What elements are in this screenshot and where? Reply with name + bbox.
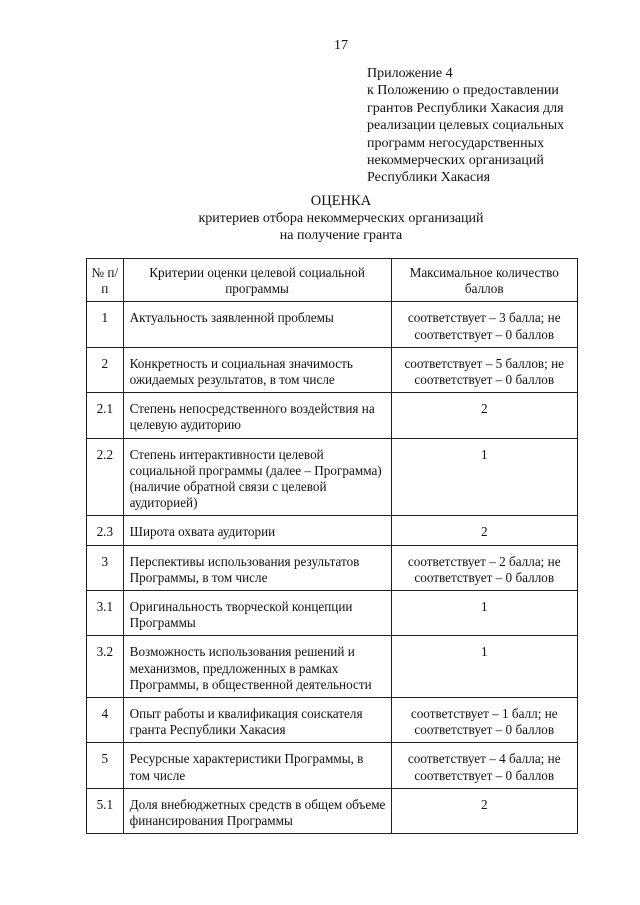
table-row bbox=[87, 302, 578, 347]
row-number: 3.2 bbox=[87, 636, 124, 698]
criteria-table bbox=[86, 258, 578, 834]
appendix-line: к Положению о предоставлении bbox=[367, 83, 559, 99]
table-row bbox=[87, 516, 578, 545]
row-number: 5.1 bbox=[87, 788, 124, 833]
row-max-score: 1 bbox=[391, 636, 578, 698]
appendix-line: Приложение 4 bbox=[367, 66, 453, 81]
row-max-score: соответствует – 4 балла; не соответствует – 0 баллов bbox=[391, 743, 578, 788]
heading-title: ОЦЕНКА bbox=[310, 193, 372, 209]
document-heading bbox=[0, 193, 640, 244]
heading-line: на получение гранта bbox=[279, 228, 403, 243]
row-number: 3.1 bbox=[87, 591, 124, 636]
row-max-score: соответствует – 5 баллов; не соответствует – 0 баллов bbox=[391, 347, 578, 392]
page-number: 17 bbox=[334, 38, 348, 53]
header-max-score: Максимальное количество баллов bbox=[391, 259, 578, 302]
header-criteria: Критерии оценки целевой социальной программы bbox=[123, 259, 391, 302]
row-number: 2.1 bbox=[87, 393, 124, 438]
row-max-score: 1 bbox=[391, 591, 578, 636]
row-criteria: Широта охвата аудитории bbox=[123, 516, 391, 545]
row-number: 2 bbox=[87, 347, 124, 392]
row-number: 2.2 bbox=[87, 438, 124, 516]
row-criteria: Актуальность заявленной проблемы bbox=[123, 302, 391, 347]
row-number: 1 bbox=[87, 302, 124, 347]
row-criteria: Ресурсные характеристики Программы, в том числе bbox=[123, 743, 391, 788]
appendix-line: реализации целевых социальных bbox=[367, 118, 565, 134]
appendix-line: Республики Хакасия bbox=[367, 170, 491, 186]
appendix-block bbox=[367, 65, 607, 187]
table-row bbox=[87, 636, 578, 698]
table-row bbox=[87, 347, 578, 392]
row-max-score: 2 bbox=[391, 788, 578, 833]
row-criteria: Доля внебюджетных средств в общем объеме финансирования Программы bbox=[123, 788, 391, 833]
row-criteria: Опыт работы и квалификация соискателя гранта Республики Хакасия bbox=[123, 698, 391, 743]
row-max-score: 2 bbox=[391, 393, 578, 438]
header-num: № п/п bbox=[87, 259, 124, 302]
appendix-line: программ негосударственных bbox=[367, 135, 545, 151]
appendix-line: некоммерческих организаций bbox=[367, 153, 544, 169]
row-number: 3 bbox=[87, 545, 124, 590]
table-row bbox=[87, 743, 578, 788]
row-number: 5 bbox=[87, 743, 124, 788]
table-row bbox=[87, 788, 578, 833]
table-row bbox=[87, 545, 578, 590]
table-header-row bbox=[87, 259, 578, 302]
row-number: 2.3 bbox=[87, 516, 124, 545]
row-criteria: Перспективы использования результатов Программы, в том числе bbox=[123, 545, 391, 590]
row-max-score: 2 bbox=[391, 516, 578, 545]
row-max-score: 1 bbox=[391, 438, 578, 516]
row-max-score: соответствует – 3 балла; не соответствует – 0 баллов bbox=[391, 302, 578, 347]
row-number: 4 bbox=[87, 698, 124, 743]
table-row bbox=[87, 591, 578, 636]
heading-line: критериев отбора некоммерческих организаций bbox=[198, 211, 484, 226]
row-criteria: Конкретность и социальная значимость ожидаемых результатов, в том числе bbox=[123, 347, 391, 392]
row-criteria: Степень интерактивности целевой социальной программы (далее – Программа) (наличие обратной связи с целевой аудиторией) bbox=[123, 438, 391, 516]
row-criteria: Возможность использования решений и механизмов, предложенных в рамках Программы, в общественной деятельности bbox=[123, 636, 391, 698]
row-max-score: соответствует – 2 балла; не соответствует – 0 баллов bbox=[391, 545, 578, 590]
table-body bbox=[87, 302, 578, 834]
table-row bbox=[87, 698, 578, 743]
table-row bbox=[87, 393, 578, 438]
table-row bbox=[87, 438, 578, 516]
row-max-score: соответствует – 1 балл; не соответствует – 0 баллов bbox=[391, 698, 578, 743]
appendix-line: грантов Республики Хакасия для bbox=[367, 100, 564, 116]
row-criteria: Степень непосредственного воздействия на целевую аудиторию bbox=[123, 393, 391, 438]
row-criteria: Оригинальность творческой концепции Программы bbox=[123, 591, 391, 636]
